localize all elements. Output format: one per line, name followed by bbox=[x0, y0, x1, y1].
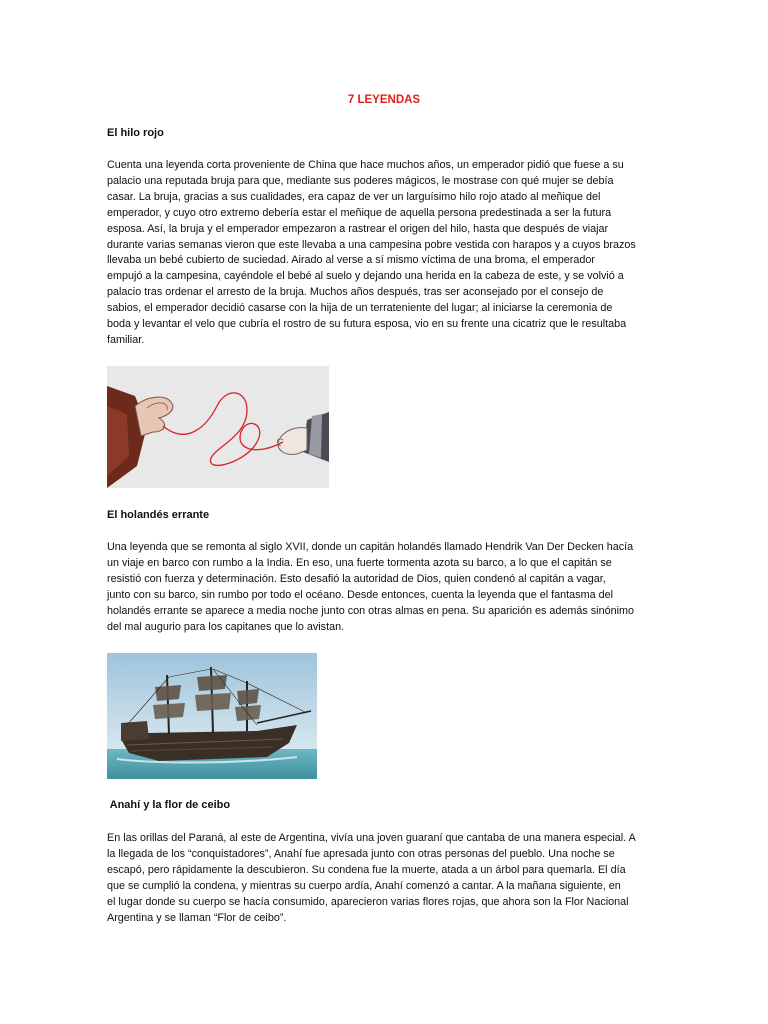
section-heading-hilo-rojo: El hilo rojo bbox=[107, 127, 164, 139]
text-line: durante varias semanas vieron que este llevaba a una campesina pobre vestida con harapos y a cuyos brazos bbox=[107, 238, 636, 251]
section-heading-holandes-errante: El holandés errante bbox=[107, 509, 210, 521]
section-heading-anahi: Anahí y la flor de ceibo bbox=[107, 799, 231, 811]
document-title: 7 LEYENDAS bbox=[347, 94, 421, 106]
text-line: el lugar donde su cuerpo se hacía consumido, aparecieron varias flores rojas, que ahora son la Flor Nacional bbox=[107, 895, 629, 908]
text-line: sabios, el emperador decidió casarse con la hija de un terrateniente del lugar; al iniciarse la ceremonia de bbox=[107, 302, 613, 315]
red-thread-hands-image bbox=[107, 366, 329, 488]
section-text-hilo-rojo bbox=[107, 158, 663, 349]
text-line: del mal augurio para los capitanes que lo avistan. bbox=[107, 620, 345, 633]
text-line: palacio tras ordenar el arresto de la bruja. Muchos años después, tras ser aconsejado por el consejo de bbox=[107, 286, 604, 299]
ghost-ship-image bbox=[107, 653, 317, 779]
text-line: Argentina y se llaman “Flor de ceibo”. bbox=[107, 911, 287, 924]
section-text-anahi bbox=[107, 831, 667, 926]
text-line: boda y levantar el velo que cubría el rostro de su futura esposa, vio en su frente una cicatriz que le resultaba bbox=[107, 318, 627, 331]
text-line: que se cumplió la condena, y mientras su cuerpo ardía, Anahí comenzó a cantar. A la mañana siguiente, en bbox=[107, 879, 621, 892]
section-text-holandes-errante bbox=[107, 540, 663, 635]
text-line: esposa. Así, la bruja y el emperador empezaron a rastrear el origen del hilo, hasta que después de viajar bbox=[107, 222, 609, 235]
text-line: familiar. bbox=[107, 333, 145, 346]
text-line: casar. La bruja, gracias a sus cualidades, era capaz de ver un larguísimo hilo rojo atado al meñique del bbox=[107, 190, 601, 203]
text-line: un viaje en barco con rumbo a la India. En eso, una fuerte tormenta azota su barco, a lo que el capitán se bbox=[107, 556, 612, 569]
text-line: resistió con fuerza y determinación. Esto desafió la autoridad de Dios, quien condenó al capitán a vagar, bbox=[107, 572, 606, 585]
text-line: llevaba un bebé cubierto de suciedad. Airado al verse a sí mismo víctima de una broma, el emperador bbox=[107, 254, 595, 267]
text-line: palacio una reputada bruja para que, mediante sus poderes mágicos, le mostrase con qué mujer se debía bbox=[107, 174, 614, 187]
text-line: Una leyenda que se remonta al siglo XVII, donde un capitán holandés llamado Hendrik Van Der Decken hacía bbox=[107, 541, 634, 553]
text-line: En las orillas del Paraná, al este de Argentina, vivía una joven guaraní que cantaba de una manera especial. A bbox=[107, 832, 636, 844]
text-line: Cuenta una leyenda corta proveniente de China que hace muchos años, un emperador pidió que fuese a su bbox=[107, 159, 624, 171]
text-line: empujó a la campesina, cayéndole el bebé al suelo y dejando una herida en la cabeza de este, y se volvió a bbox=[107, 270, 624, 283]
text-line: emperador, y cuyo otro extremo debería estar el meñique de aquella persona predestinada a ser la futura bbox=[107, 206, 612, 219]
text-line: la llegada de los “conquistadores”, Anahí fue apresada junto con otras personas del pueblo. Una noche se bbox=[107, 847, 615, 860]
text-line: holandés errante se aparece a media noche junto con otras almas en pena. Su aparición es además sinónimo bbox=[107, 604, 634, 617]
text-line: escapó, pero rápidamente la descubieron. Su condena fue la muerte, atada a un árbol para quemarla. El día bbox=[107, 863, 626, 876]
text-line: junto con su barco, sin rumbo por todo el océano. Desde entonces, cuenta la leyenda que el fantasma del bbox=[107, 588, 613, 601]
